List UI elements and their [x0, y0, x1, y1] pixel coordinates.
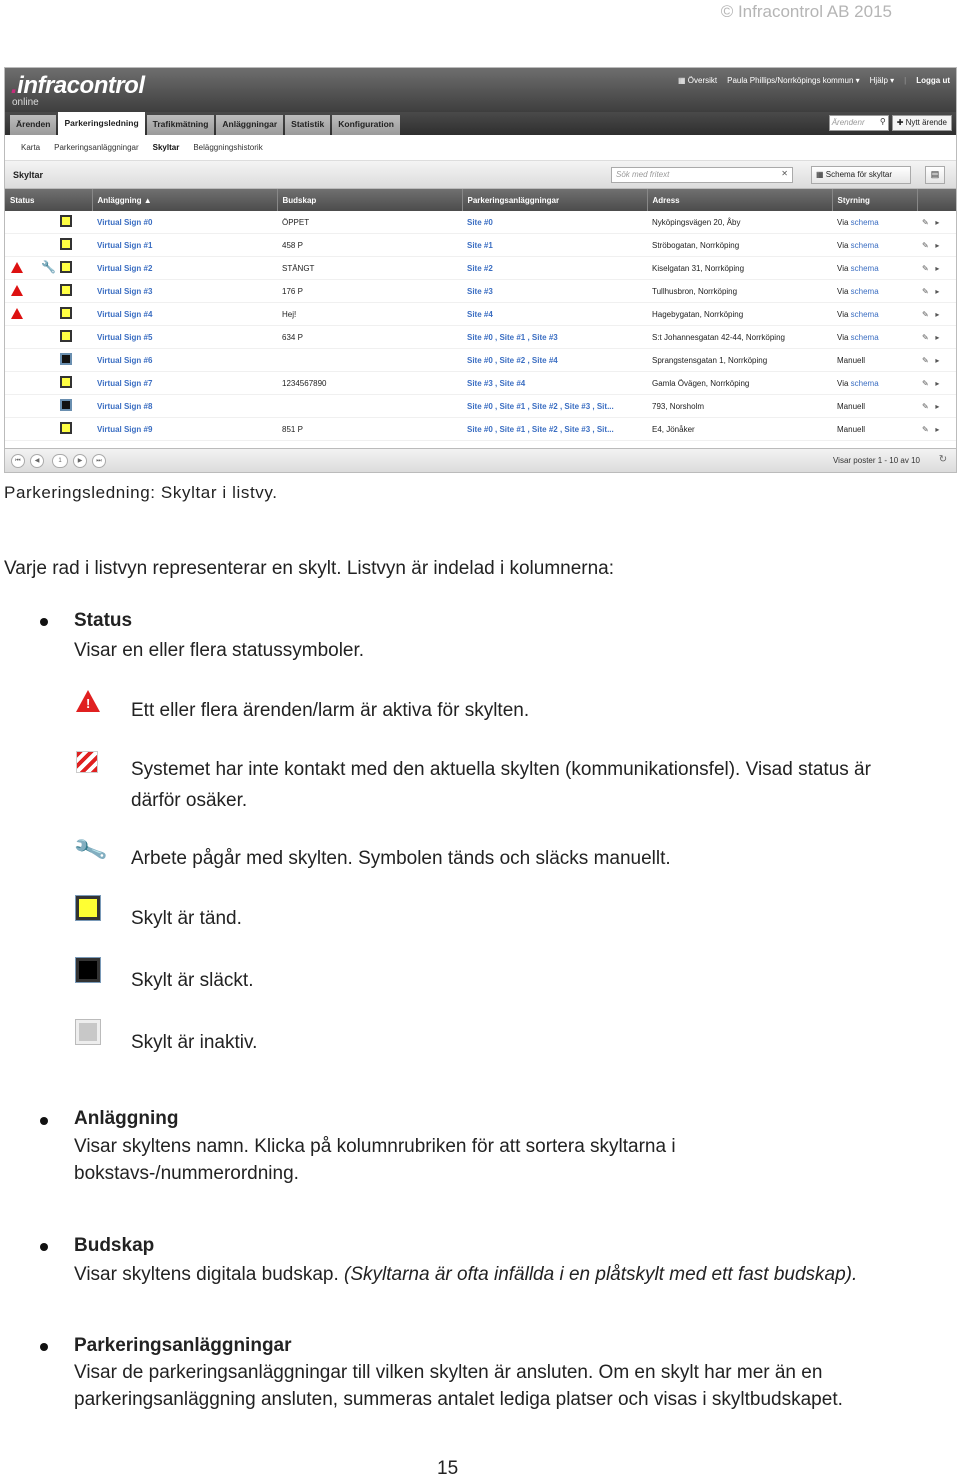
- status-cell: [5, 280, 92, 303]
- comm-error-icon: [76, 751, 100, 775]
- sign-name-link[interactable]: Virtual Sign #3: [92, 280, 277, 303]
- app-header: [5, 68, 956, 112]
- status-heading: Status: [74, 610, 133, 631]
- status-icon-desc: Arbete pågår med skylten. Symbolen tänds och släcks manuellt.: [131, 848, 671, 869]
- anlaggning-text: Visar skyltens namn. Klicka på kolumnrubriken för att sortera skyltarna i bokstavs-/nummerordning.: [74, 1136, 676, 1184]
- subnav-parkeringsanlaggningar[interactable]: Parkeringsanläggningar: [54, 143, 139, 152]
- table-row[interactable]: [5, 234, 957, 257]
- row-actions: [917, 349, 957, 372]
- status-cell: [5, 303, 92, 326]
- chevron-right-icon[interactable]: ▸: [935, 217, 940, 227]
- table-row[interactable]: [5, 211, 957, 234]
- top-nav: ▦ Översikt Paula Phillips/Norrköpings kommun ▾ Hjälp ▾ | Logga ut: [678, 76, 950, 85]
- sign-inactive-icon: [76, 1020, 100, 1044]
- sign-name-link[interactable]: Virtual Sign #5: [92, 326, 277, 349]
- status-icon-desc: Systemet har inte kontakt med den aktuella skylten (kommunikationsfel). Visad status är därför osäker.: [131, 759, 871, 811]
- schedule-link[interactable]: schema: [850, 378, 879, 388]
- pager-info: Visar poster 1 - 10 av 10: [832, 456, 920, 465]
- status-cell: [5, 211, 92, 234]
- bullet: [40, 1343, 48, 1351]
- edit-icon[interactable]: ✎: [922, 263, 929, 273]
- row-actions: [917, 280, 957, 303]
- panel-header: [5, 161, 956, 189]
- panel-title: Skyltar: [13, 170, 44, 180]
- warning-icon: [76, 690, 100, 714]
- budskap-heading: Budskap: [74, 1235, 155, 1256]
- edit-icon[interactable]: ✎: [922, 355, 929, 365]
- schedule-link[interactable]: schema: [850, 309, 879, 319]
- last-page-button[interactable]: ⏭: [92, 454, 106, 468]
- sign-off-icon: [60, 399, 72, 411]
- signs-table: [5, 189, 957, 441]
- address-cell: Tullhusbron, Norrköping: [647, 280, 832, 303]
- wrench-icon: 🔧: [71, 832, 110, 869]
- status-cell: [5, 326, 92, 349]
- table-row[interactable]: [5, 257, 957, 280]
- table-row[interactable]: [5, 372, 957, 395]
- sites-link[interactable]: Site #3: [462, 280, 647, 303]
- logout-link[interactable]: Logga ut: [916, 76, 950, 85]
- sites-link[interactable]: Site #0: [462, 211, 647, 234]
- message-cell: 176 P: [277, 280, 462, 303]
- sign-on-icon: [60, 215, 72, 227]
- sign-name-link[interactable]: Virtual Sign #9: [92, 418, 277, 441]
- schedule-link[interactable]: schema: [850, 332, 879, 342]
- intro-text: Varje rad i listvyn representerar en skylt. Listvyn är indelad i kolumnerna:: [4, 558, 615, 579]
- table-row[interactable]: [5, 395, 957, 418]
- search-icon[interactable]: ⚲: [879, 117, 886, 126]
- address-cell: Ströbogatan, Norrköping: [647, 234, 832, 257]
- app-logo-sub: online: [12, 97, 39, 108]
- status-icon-desc: Ett eller flera ärenden/larm är aktiva för skylten.: [131, 700, 530, 721]
- refresh-icon[interactable]: ↻: [938, 454, 948, 465]
- tab-anlaggningar[interactable]: Anläggningar: [216, 115, 283, 135]
- chevron-right-icon[interactable]: ▸: [935, 332, 940, 342]
- control-cell: Via schema: [832, 280, 917, 303]
- sites-link[interactable]: Site #0 , Site #1 , Site #3: [462, 326, 647, 349]
- message-cell: [277, 349, 462, 372]
- sign-on-icon: [60, 330, 72, 342]
- col-adress[interactable]: Adress: [647, 189, 832, 211]
- prev-page-button[interactable]: ◀: [30, 454, 44, 468]
- row-actions: [917, 303, 957, 326]
- sites-link[interactable]: Site #0 , Site #2 , Site #4: [462, 349, 647, 372]
- tab-trafikmatning[interactable]: Trafikmätning: [147, 115, 215, 135]
- figure-caption: Parkeringsledning: Skyltar i listvy.: [4, 483, 278, 502]
- sites-link[interactable]: Site #2: [462, 257, 647, 280]
- next-page-button[interactable]: ▶: [73, 454, 87, 468]
- col-parkeringsanlaggningar[interactable]: Parkeringsanläggningar: [462, 189, 647, 211]
- chevron-right-icon[interactable]: ▸: [935, 309, 940, 319]
- status-cell: [5, 395, 92, 418]
- schedule-link[interactable]: schema: [850, 240, 879, 250]
- bullet: [40, 618, 48, 626]
- status-cell: [5, 234, 92, 257]
- message-cell: [277, 395, 462, 418]
- table-row[interactable]: [5, 280, 957, 303]
- chevron-right-icon[interactable]: ▸: [935, 424, 940, 434]
- row-actions: [917, 326, 957, 349]
- status-cell: [5, 349, 92, 372]
- table-row[interactable]: [5, 303, 957, 326]
- edit-icon[interactable]: ✎: [922, 240, 929, 250]
- col-actions: [917, 189, 957, 211]
- control-cell: Via schema: [832, 303, 917, 326]
- tab-statistik[interactable]: Statistik: [285, 115, 330, 135]
- copyright-notice: © Infracontrol AB 2015: [720, 2, 892, 21]
- sign-name-link[interactable]: Virtual Sign #4: [92, 303, 277, 326]
- address-cell: E4, Jönåker: [647, 418, 832, 441]
- control-cell: Manuell: [832, 418, 917, 441]
- edit-icon[interactable]: ✎: [922, 332, 929, 342]
- sign-on-icon: [60, 422, 72, 434]
- sign-on-icon: [60, 284, 72, 296]
- warning-icon: [11, 285, 23, 296]
- message-cell: 458 P: [277, 234, 462, 257]
- sites-link[interactable]: Site #1: [462, 234, 647, 257]
- control-cell: Via schema: [832, 372, 917, 395]
- status-text: Visar en eller flera statussymboler.: [74, 640, 365, 661]
- message-cell: ÖPPET: [277, 211, 462, 234]
- tab-konfiguration[interactable]: Konfiguration: [332, 115, 400, 135]
- control-cell: Via schema: [832, 257, 917, 280]
- case-search-input[interactable]: Ärendenr ⚲: [829, 115, 889, 131]
- control-cell: Via schema: [832, 211, 917, 234]
- anlaggning-heading: Anläggning: [74, 1108, 179, 1129]
- sign-off-icon: [60, 353, 72, 365]
- sign-name-link[interactable]: Virtual Sign #1: [92, 234, 277, 257]
- message-cell: 1234567890: [277, 372, 462, 395]
- chevron-right-icon[interactable]: ▸: [935, 263, 940, 273]
- subnav-skyltar[interactable]: Skyltar: [152, 143, 180, 152]
- clear-icon[interactable]: ✕: [781, 169, 788, 178]
- address-cell: 793, Norsholm: [647, 395, 832, 418]
- schedule-link[interactable]: schema: [850, 263, 879, 273]
- row-actions: [917, 395, 957, 418]
- wrench-icon: 🔧: [41, 260, 56, 274]
- status-cell: [5, 257, 92, 280]
- sign-on-icon: [60, 307, 72, 319]
- row-actions: [917, 418, 957, 441]
- print-button[interactable]: [925, 166, 945, 184]
- page-number: 15: [437, 1458, 459, 1479]
- calendar-icon: ▦: [816, 170, 826, 179]
- parkering-heading: Parkeringsanläggningar: [74, 1335, 292, 1356]
- sign-name-link[interactable]: Virtual Sign #0: [92, 211, 277, 234]
- edit-icon[interactable]: ✎: [922, 309, 929, 319]
- address-cell: S:t Johannesgatan 42-44, Norrköping: [647, 326, 832, 349]
- col-budskap[interactable]: Budskap: [277, 189, 462, 211]
- sign-on-icon: [60, 376, 72, 388]
- control-cell: Manuell: [832, 349, 917, 372]
- col-styrning[interactable]: Styrning: [832, 189, 917, 211]
- table-row[interactable]: [5, 326, 957, 349]
- sites-link[interactable]: Site #4: [462, 303, 647, 326]
- new-case-button[interactable]: ✚ Nytt ärende: [892, 115, 952, 131]
- edit-icon[interactable]: ✎: [922, 401, 929, 411]
- sign-name-link[interactable]: Virtual Sign #2: [92, 257, 277, 280]
- bullet: [40, 1117, 48, 1125]
- bullet: [40, 1243, 48, 1251]
- schedule-button[interactable]: ▦ Schema för skyltar: [811, 166, 911, 184]
- plus-icon: ✚: [896, 118, 906, 127]
- free-text-search[interactable]: Sök med fritext ✕: [611, 167, 793, 183]
- table-row[interactable]: [5, 349, 957, 372]
- status-icon-desc: Skylt är inaktiv.: [131, 1032, 258, 1053]
- address-cell: Gamla Övägen, Norrköping: [647, 372, 832, 395]
- app-screenshot: [4, 67, 957, 473]
- sites-link[interactable]: Site #0 , Site #1 , Site #2 , Site #3 , Sit...: [462, 395, 647, 418]
- help-menu[interactable]: Hjälp ▾: [869, 76, 895, 85]
- schedule-link[interactable]: schema: [850, 286, 879, 296]
- table-row[interactable]: [5, 418, 957, 441]
- address-cell: Hagebygatan, Norrköping: [647, 303, 832, 326]
- first-page-button[interactable]: ⏮: [11, 454, 25, 468]
- subnav-karta[interactable]: Karta: [21, 143, 41, 152]
- address-cell: Sprangstensgatan 1, Norrköping: [647, 349, 832, 372]
- edit-icon[interactable]: ✎: [922, 424, 929, 434]
- message-cell: 634 P: [277, 326, 462, 349]
- control-cell: Via schema: [832, 234, 917, 257]
- row-actions: [917, 234, 957, 257]
- status-icon-desc: Skylt är tänd.: [131, 908, 242, 929]
- sign-on-icon: [76, 896, 100, 920]
- subnav-belaggningshistorik[interactable]: Beläggningshistorik: [193, 143, 263, 152]
- sites-link[interactable]: Site #0 , Site #1 , Site #2 , Site #3 , Sit...: [462, 418, 647, 441]
- parkering-text: Visar de parkeringsanläggningar till vilken skylten är ansluten. Om en skylt har mer än en parkeringsanläggning ansluten, summeras antalet lediga platser och visas i skyltbudskapet.: [74, 1362, 843, 1410]
- col-status[interactable]: Status: [5, 189, 92, 211]
- sign-on-icon: [60, 261, 72, 273]
- edit-icon[interactable]: ✎: [922, 217, 929, 227]
- printer-icon: ▤: [930, 169, 940, 179]
- sign-on-icon: [60, 238, 72, 250]
- edit-icon[interactable]: ✎: [922, 286, 929, 296]
- pager: [5, 448, 956, 472]
- chevron-right-icon[interactable]: ▸: [935, 286, 940, 296]
- sites-link[interactable]: Site #3 , Site #4: [462, 372, 647, 395]
- address-cell: Nyköpingsvägen 20, Åby: [647, 211, 832, 234]
- warning-icon: [11, 308, 23, 319]
- schedule-link[interactable]: schema: [850, 217, 879, 227]
- overview-link[interactable]: ▦ Översikt: [678, 76, 718, 85]
- chevron-right-icon[interactable]: ▸: [935, 378, 940, 388]
- sign-name-link[interactable]: Virtual Sign #8: [92, 395, 277, 418]
- page-number-button[interactable]: 1: [52, 454, 68, 468]
- tab-arenden[interactable]: Ärenden: [10, 115, 56, 135]
- row-actions: [917, 211, 957, 234]
- row-actions: [917, 257, 957, 280]
- message-cell: 851 P: [277, 418, 462, 441]
- chevron-right-icon[interactable]: ▸: [935, 401, 940, 411]
- row-actions: [917, 372, 957, 395]
- budskap-text: Visar skyltens digitala budskap. (Skyltarna är ofta infällda i en plåtskylt med ett fast budskap).: [74, 1264, 858, 1285]
- edit-icon[interactable]: ✎: [922, 378, 929, 388]
- sign-name-link[interactable]: Virtual Sign #7: [92, 372, 277, 395]
- message-cell: Hej!: [277, 303, 462, 326]
- control-cell: Via schema: [832, 326, 917, 349]
- chevron-right-icon[interactable]: ▸: [935, 355, 940, 365]
- col-anlaggning[interactable]: Anläggning ▲: [92, 189, 277, 211]
- app-logo: .infracontrol: [11, 72, 145, 99]
- main-tabs: [5, 112, 956, 135]
- status-cell: [5, 418, 92, 441]
- address-cell: Kiselgatan 31, Norrköping: [647, 257, 832, 280]
- sub-nav: [5, 135, 956, 161]
- user-menu[interactable]: Paula Phillips/Norrköpings kommun ▾: [727, 76, 860, 85]
- control-cell: Manuell: [832, 395, 917, 418]
- tab-parkeringsledning[interactable]: Parkeringsledning: [58, 112, 144, 135]
- warning-icon: [11, 262, 23, 273]
- sign-name-link[interactable]: Virtual Sign #6: [92, 349, 277, 372]
- sign-off-icon: [76, 958, 100, 982]
- status-icon-desc: Skylt är släckt.: [131, 970, 254, 991]
- status-cell: [5, 372, 92, 395]
- chevron-right-icon[interactable]: ▸: [935, 240, 940, 250]
- message-cell: STÄNGT: [277, 257, 462, 280]
